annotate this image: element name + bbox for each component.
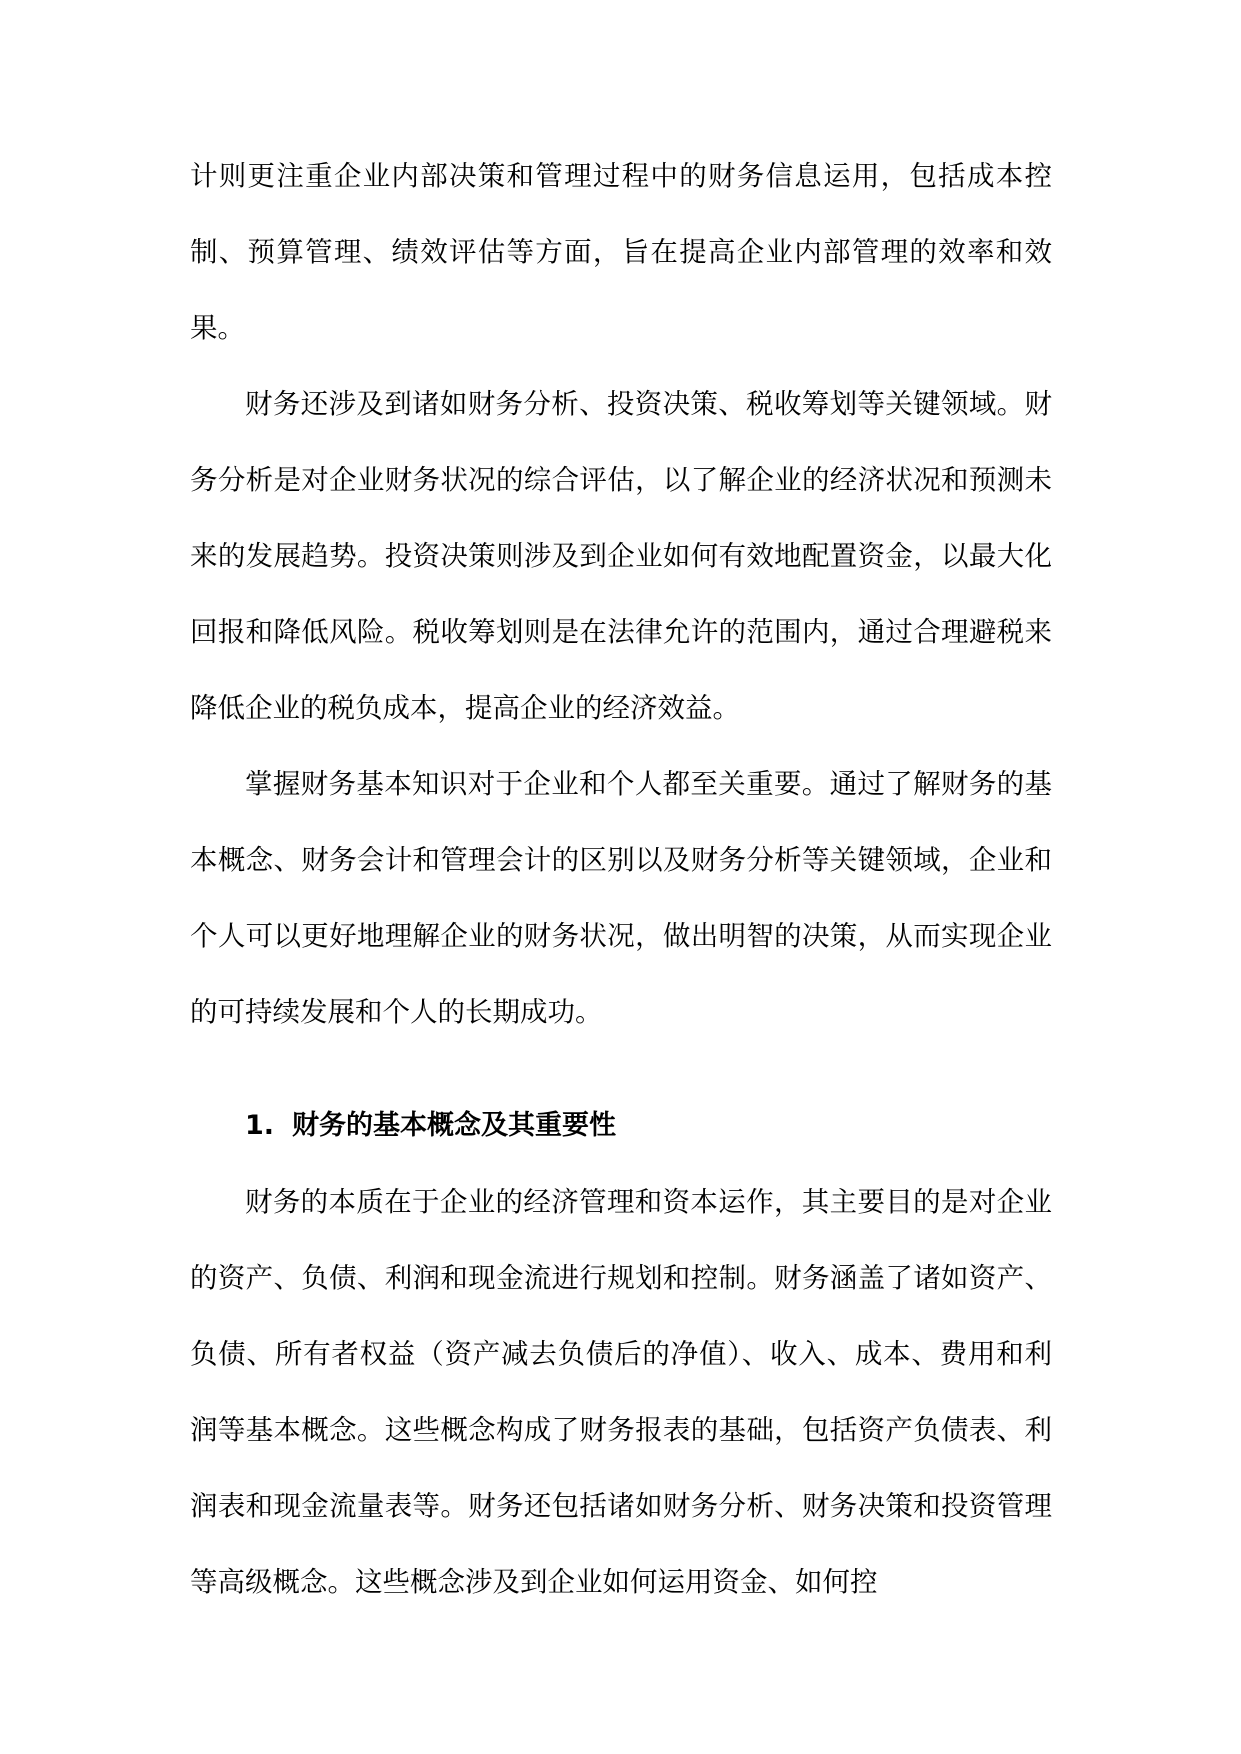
paragraph-management-accounting: 计则更注重企业内部决策和管理过程中的财务信息运用，包括成本控制、预算管理、绩效评估等方面，旨在提高企业内部管理的效率和效果。: [190, 160, 1052, 344]
paragraph-key-areas: 财务还涉及到诸如财务分析、投资决策、税收筹划等关键领域。财务分析是对企业财务状况的综合评估，以了解企业的经济状况和预测未来的发展趋势。投资决策则涉及到企业如何有效地配置资金，以最大化回报和降低风险。税收筹划则是在法律允许的范围内，通过合理避税来降低企业的税负成本，提高企业的经济效益。: [190, 388, 1052, 724]
section-heading: [190, 1088, 1052, 1164]
section-number: 1.: [245, 1110, 275, 1141]
paragraph-importance-summary: 掌握财务基本知识对于企业和个人都至关重要。通过了解财务的基本概念、财务会计和管理会计的区别以及财务分析等关键领域，企业和个人可以更好地理解企业的财务状况，做出明智的决策，从而实现企业的可持续发展和个人的长期成功。: [190, 768, 1052, 1028]
section-title: 财务的基本概念及其重要性: [292, 1110, 617, 1141]
document-body: [190, 138, 1052, 1620]
paragraph-finance-essence: 财务的本质在于企业的经济管理和资本运作，其主要目的是对企业的资产、负债、利润和现金流进行规划和控制。财务涵盖了诸如资产、负债、所有者权益（资产减去负债后的净值）、收入、成本、费用和利润等基本概念。这些概念构成了财务报表的基础，包括资产负债表、利润表和现金流量表等。财务还包括诸如财务分析、财务决策和投资管理等高级概念。这些概念涉及到企业如何运用资金、如何控: [190, 1186, 1052, 1598]
